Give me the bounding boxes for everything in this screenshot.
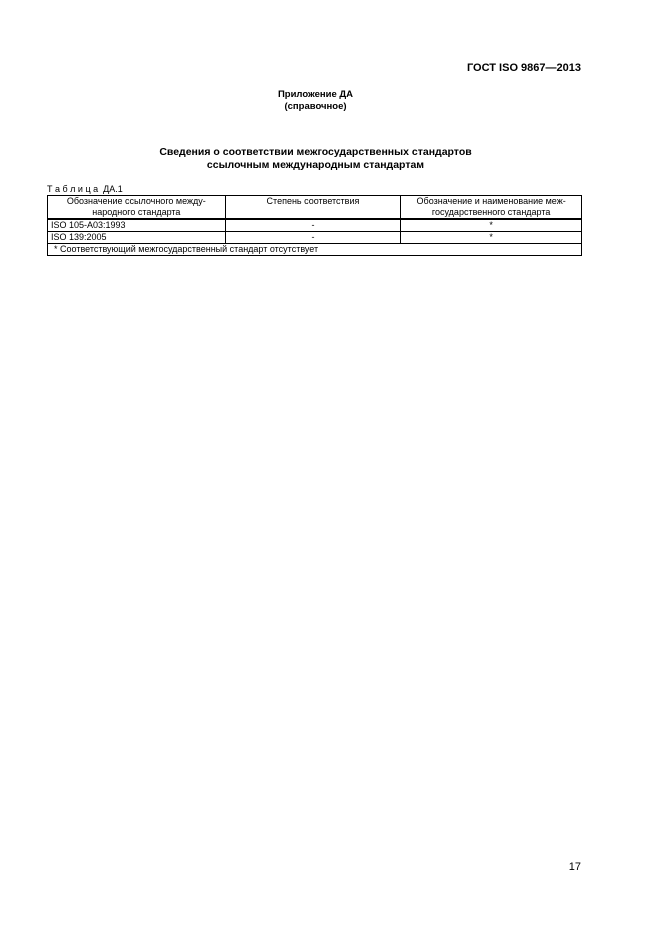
annex-heading bbox=[0, 89, 631, 113]
header-degree-of-correspondence bbox=[225, 196, 401, 220]
header-cell-line: государственного стандарта bbox=[431, 207, 551, 217]
cell-interstate: * bbox=[401, 232, 582, 244]
table-footnote: * Соответствующий межгосударственный стандарт отсутствует bbox=[48, 244, 582, 256]
header-reference-standard bbox=[48, 196, 226, 220]
cell-degree: - bbox=[225, 219, 401, 232]
table-header-row bbox=[48, 196, 582, 220]
table-footnote-row bbox=[48, 244, 582, 256]
annex-subtitle: (справочное) bbox=[284, 101, 347, 112]
header-cell-line: Обозначение и наименование меж- bbox=[416, 196, 566, 206]
header-interstate-standard bbox=[401, 196, 582, 220]
header-cell-line: Степень соответствия bbox=[266, 196, 360, 206]
table-caption: Т а б л и ц а ДА.1 bbox=[47, 184, 123, 194]
page-number: 17 bbox=[568, 861, 581, 873]
header-cell-line: народного стандарта bbox=[92, 207, 181, 217]
header-cell-line: Обозначение ссылочного между- bbox=[66, 196, 206, 206]
cell-reference: ISO 139:2005 bbox=[48, 232, 226, 244]
section-title-line-1: Сведения о соответствии межгосударственных стандартов bbox=[159, 146, 472, 158]
table-row bbox=[48, 232, 582, 244]
annex-title: Приложение ДА bbox=[277, 89, 354, 100]
standards-correspondence-table bbox=[47, 195, 582, 256]
cell-interstate: * bbox=[401, 219, 582, 232]
section-title-line-2: ссылочным международным стандартам bbox=[206, 159, 425, 171]
cell-reference: ISO 105-A03:1993 bbox=[48, 219, 226, 232]
document-code: ГОСТ ISO 9867—2013 bbox=[466, 62, 581, 74]
cell-degree: - bbox=[225, 232, 401, 244]
section-title bbox=[0, 146, 631, 172]
table-row bbox=[48, 219, 582, 232]
